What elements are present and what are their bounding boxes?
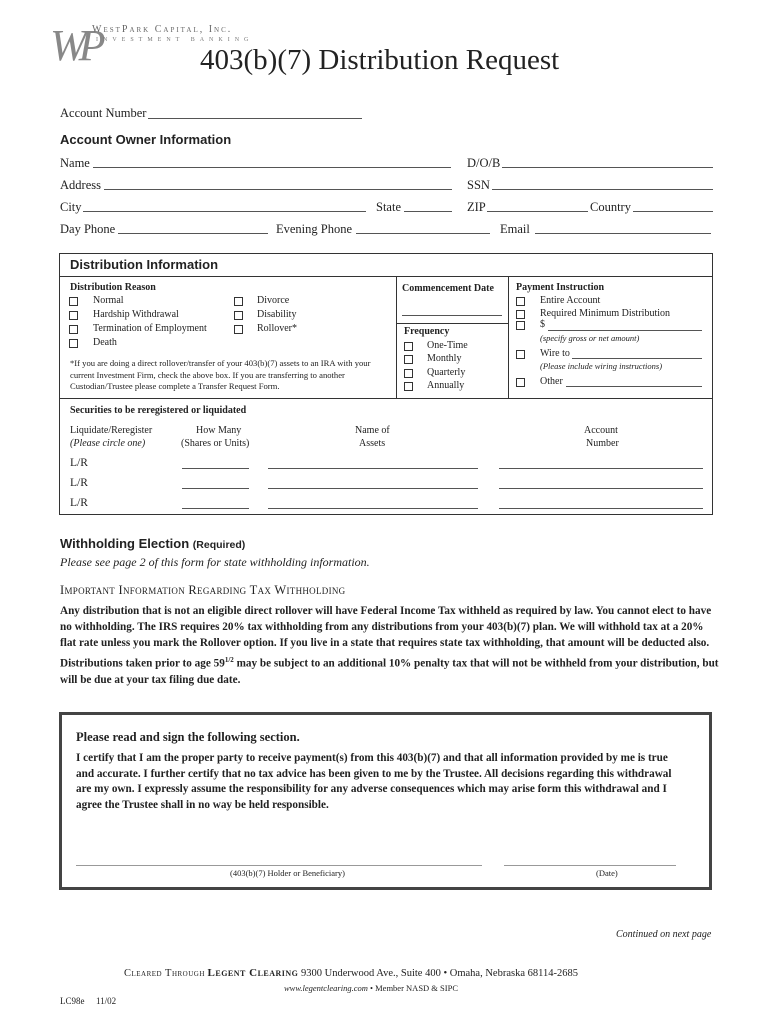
dob-label: D/O/B — [467, 156, 501, 170]
reason-death-checkbox[interactable] — [69, 339, 78, 348]
country-field[interactable] — [633, 211, 713, 212]
payment-wire-field[interactable] — [572, 358, 702, 359]
owner-section-heading: Account Owner Information — [60, 132, 232, 147]
withholding-body-part1: Any distribution that is not an eligible direct rollover will have Federal Income Tax withheld as required by law. You cannot elect to have no withholding. The IRS requires 20% tax withholding from any distributions from your 403(b)(7) plan. We will withhold tax at a 20% flat rate unless you mark the Rollover option. If you live in a state that requires state tax withholding, that amount will be deducted also. Distributions taken prior to age 59 — [60, 605, 712, 670]
payment-amount-field[interactable] — [548, 330, 702, 331]
withholding-body — [60, 603, 720, 688]
row3-asset-field[interactable] — [268, 508, 478, 509]
state-label: State — [376, 200, 401, 214]
payment-other-field[interactable] — [566, 386, 702, 387]
form-date: 11/02 — [96, 996, 117, 1006]
ssn-field[interactable] — [492, 189, 713, 190]
name-field[interactable] — [93, 167, 451, 168]
col-howmany-header: How Many — [196, 425, 242, 436]
account-number-field[interactable] — [148, 118, 362, 119]
clearing-firm: Legent Clearing — [207, 967, 299, 979]
dob-field[interactable] — [502, 167, 713, 168]
securities-heading: Securities to be reregistered or liquidated — [70, 405, 247, 416]
clearing-address: 9300 Underwood Ave., Suite 400 • Omaha, Nebraska 68114-2685 — [301, 968, 578, 979]
signature-date-field[interactable] — [504, 865, 676, 866]
holder-signature-label: (403(b)(7) Holder or Beneficiary) — [230, 868, 345, 878]
col-account-header: Account — [584, 425, 618, 436]
row2-asset-field[interactable] — [268, 488, 478, 489]
payment-dollar-sign: $ — [540, 319, 545, 330]
row2-howmany-field[interactable] — [182, 488, 249, 489]
state-field[interactable] — [404, 211, 452, 212]
row3-howmany-field[interactable] — [182, 508, 249, 509]
col-liquidate-header: Liquidate/Reregister — [70, 425, 153, 436]
reason-hardship-checkbox[interactable] — [69, 311, 78, 320]
holder-signature-field[interactable] — [76, 865, 482, 866]
clearing-member: • Member NASD & SIPC — [370, 983, 458, 993]
address-field[interactable] — [104, 189, 452, 190]
clearing-line — [124, 967, 578, 979]
payment-entire-checkbox[interactable] — [516, 297, 525, 306]
frequency-quarterly-checkbox[interactable] — [404, 369, 413, 378]
commencement-heading: Commencement Date — [402, 283, 494, 294]
frequency-annually-label: Annually — [427, 380, 465, 391]
continued-note: Continued on next page — [616, 929, 712, 940]
frequency-heading: Frequency — [404, 326, 450, 337]
row3-lr[interactable]: L/R — [70, 497, 88, 509]
payment-amount-checkbox[interactable] — [516, 321, 525, 330]
form-code: LC98e — [60, 996, 85, 1006]
withholding-note: Please see page 2 of this form for state withholding information. — [60, 555, 370, 569]
city-field[interactable] — [83, 211, 366, 212]
important-heading: Important Information Regarding Tax Withholding — [60, 583, 346, 597]
withholding-heading-text: Withholding Election — [60, 536, 190, 551]
page-title: 403(b)(7) Distribution Request — [200, 44, 560, 76]
reason-normal-label: Normal — [93, 295, 124, 306]
name-label: Name — [60, 156, 90, 170]
payment-entire-label: Entire Account — [540, 295, 601, 306]
withholding-body-part2: may be subject to an additional 10% penalty tax that will not be withheld from your distribution, but will be due at your tax filing due date. — [60, 657, 719, 686]
withholding-heading — [60, 536, 245, 551]
signature-text: I certify that I am the proper party to receive payment(s) from this 403(b)(7) and that all information provided by me is true and accurate. I further certify that no tax advice has been given to me by the Trustee. All decisions regarding this withdrawal are my own. I expressly assume the responsibility for any adverse consequences which may arise form this withdrawal and I agree the Trustee shall in no way be held responsible. — [76, 752, 672, 811]
row1-asset-field[interactable] — [268, 468, 478, 469]
commencement-date-field[interactable] — [402, 315, 502, 316]
row3-account-field[interactable] — [499, 508, 703, 509]
evening-phone-label: Evening Phone — [276, 222, 353, 236]
row1-lr[interactable]: L/R — [70, 457, 88, 469]
withholding-required: (Required) — [192, 539, 246, 551]
age-fraction: 1/2 — [224, 655, 234, 664]
payment-wire-label: Wire to — [540, 348, 570, 359]
rollover-note: *If you are doing a direct rollover/transfer of your 403(b)(7) assets to an IRA with your current Investment Firm, check the above box. If you are transferring to another Custodian/Trustee please complete a Transfer Request Form. — [70, 358, 371, 391]
reason-disability-checkbox[interactable] — [234, 311, 243, 320]
payment-wire-checkbox[interactable] — [516, 350, 525, 359]
account-number-label: Account Number — [60, 106, 147, 120]
country-label: Country — [590, 200, 631, 214]
col-account-subheader: Number — [586, 438, 619, 449]
signature-heading: Please read and sign the following section. — [76, 730, 300, 744]
frequency-onetime-checkbox[interactable] — [404, 342, 413, 351]
frequency-quarterly-label: Quarterly — [427, 367, 466, 378]
zip-label: ZIP — [467, 200, 486, 214]
distribution-heading: Distribution Information — [70, 257, 219, 272]
payment-heading: Payment Instruction — [516, 282, 605, 293]
col-liquidate-subheader: (Please circle one) — [70, 438, 146, 449]
distribution-heading-rule — [59, 276, 713, 277]
reason-divorce-label: Divorce — [257, 295, 290, 306]
payment-divider — [508, 276, 509, 399]
company-logo: WP — [50, 21, 98, 70]
payment-wire-note: (Please include wiring instructions) — [540, 361, 663, 371]
reason-divorce-checkbox[interactable] — [234, 297, 243, 306]
reason-heading: Distribution Reason — [70, 282, 156, 293]
evening-phone-field[interactable] — [356, 233, 490, 234]
payment-amount-note: (specify gross or net amount) — [540, 333, 640, 343]
reason-rollover-label: Rollover* — [257, 323, 297, 334]
address-label: Address — [60, 178, 101, 192]
frequency-annually-checkbox[interactable] — [404, 382, 413, 391]
web-line — [284, 983, 458, 993]
clearing-website[interactable]: www.legentclearing.com — [284, 983, 368, 993]
reason-hardship-label: Hardship Withdrawal — [93, 309, 179, 320]
ssn-label: SSN — [467, 178, 490, 192]
payment-other-checkbox[interactable] — [516, 378, 525, 387]
reason-rollover-checkbox[interactable] — [234, 325, 243, 334]
col-assetname-header: Name of — [355, 425, 390, 436]
frequency-rule — [396, 323, 508, 324]
col-assetname-subheader: Assets — [359, 438, 386, 449]
company-name: WestPark Capital, Inc. — [92, 24, 233, 35]
signature-date-label: (Date) — [596, 868, 618, 878]
col-howmany-subheader: (Shares or Units) — [181, 438, 250, 449]
email-label: Email — [500, 222, 530, 236]
payment-rmd-label: Required Minimum Distribution — [540, 308, 670, 319]
row2-account-field[interactable] — [499, 488, 703, 489]
frequency-monthly-label: Monthly — [427, 353, 462, 364]
reason-disability-label: Disability — [257, 309, 297, 320]
company-division: INVESTMENT BANKING — [96, 37, 254, 43]
cleared-through: Cleared Through — [124, 968, 205, 979]
securities-divider — [59, 398, 713, 399]
row1-account-field[interactable] — [499, 468, 703, 469]
zip-field[interactable] — [487, 211, 588, 212]
city-label: City — [60, 200, 82, 214]
payment-other-label: Other — [540, 376, 563, 387]
row2-lr[interactable]: L/R — [70, 477, 88, 489]
reason-normal-checkbox[interactable] — [69, 297, 78, 306]
payment-rmd-checkbox[interactable] — [516, 310, 525, 319]
day-phone-label: Day Phone — [60, 222, 116, 236]
reason-termination-label: Termination of Employment — [93, 323, 207, 334]
day-phone-field[interactable] — [118, 233, 268, 234]
frequency-onetime-label: One-Time — [427, 340, 468, 351]
frequency-monthly-checkbox[interactable] — [404, 355, 413, 364]
reason-death-label: Death — [93, 337, 117, 348]
row1-howmany-field[interactable] — [182, 468, 249, 469]
email-field[interactable] — [535, 233, 711, 234]
reason-termination-checkbox[interactable] — [69, 325, 78, 334]
commencement-divider — [396, 276, 397, 399]
